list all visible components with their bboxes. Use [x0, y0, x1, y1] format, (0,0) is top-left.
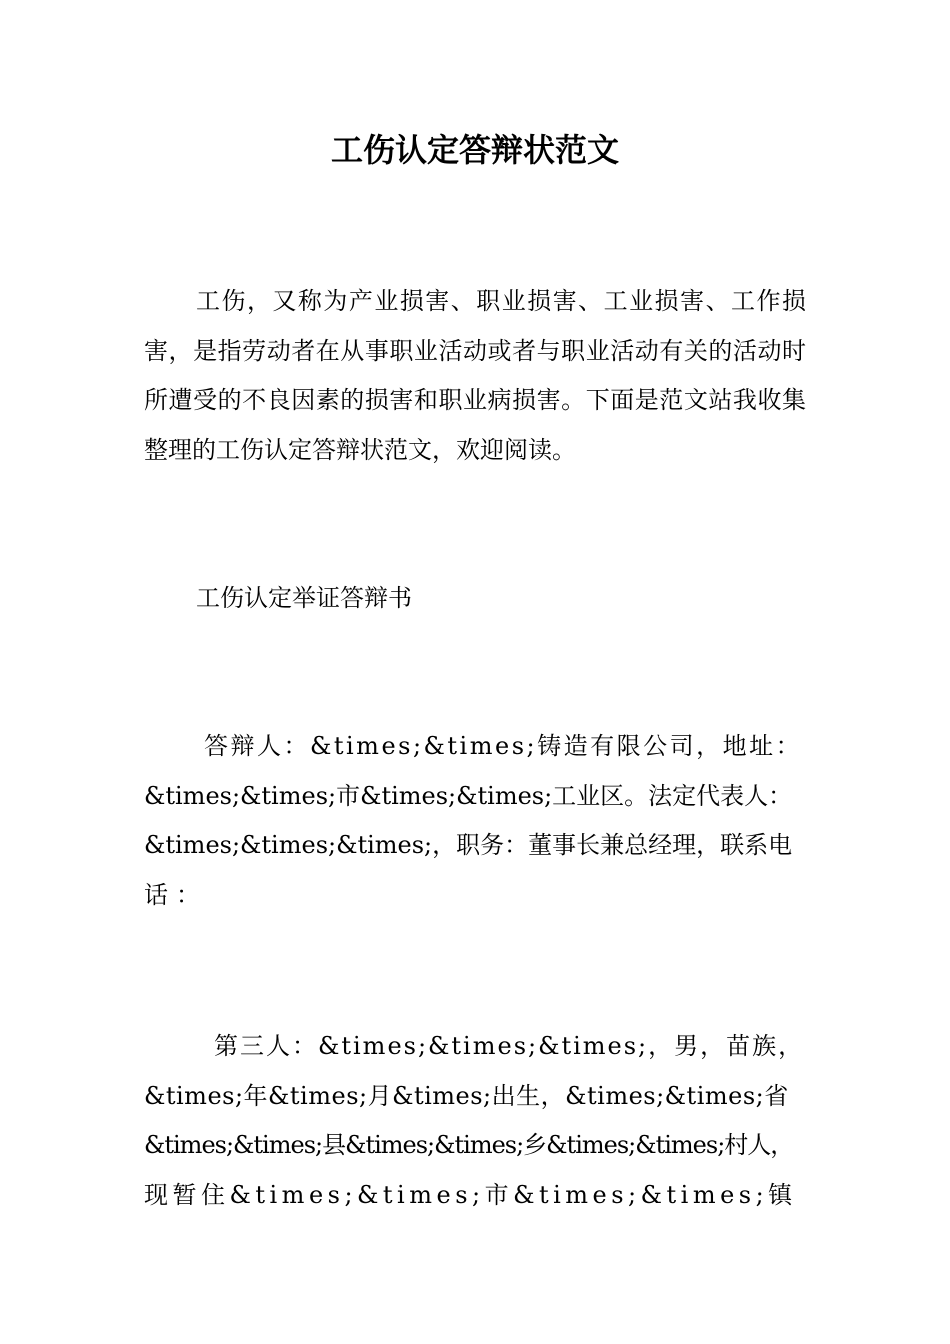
respondent-line-4: 话：: [144, 880, 208, 909]
third-party-line-3: &times;&times;县&times;&times;乡&times;&times;村人，: [144, 1131, 794, 1159]
third-party-line-2: &times;年&times;月&times;出生，&times;&times;省: [144, 1081, 789, 1110]
third-party-line-1: 第三人：&times;&times;&times;，男，苗族，: [214, 1032, 805, 1060]
third-party-line-4: 现暂住&times;&times;市&times;&times;镇: [144, 1180, 797, 1209]
section-heading: 工伤认定举证答辩书: [196, 584, 412, 612]
respondent-line-1: 答辩人：&times;&times;铸造有限公司，地址：: [204, 732, 803, 760]
document-title: 工伤认定答辩状范文: [330, 131, 619, 169]
respondent-line-3: &times;&times;&times;，职务：董事长兼总经理，联系电: [144, 831, 793, 859]
intro-paragraph: 工伤，又称为产业损害、职业损害、工业损害、工作损害，是指劳动者在从事职业活动或者与职业活动有关的活动时所遭受的不良因素的损害和职业病损害。下面是范文站我收集整理的工伤认定答辩状范文，欢迎阅读。: [144, 287, 806, 464]
respondent-paragraph: [144, 722, 806, 920]
respondent-line-2: &times;&times;市&times;&times;工业区。法定代表人：: [144, 781, 793, 810]
third-party-paragraph: [144, 1022, 806, 1220]
